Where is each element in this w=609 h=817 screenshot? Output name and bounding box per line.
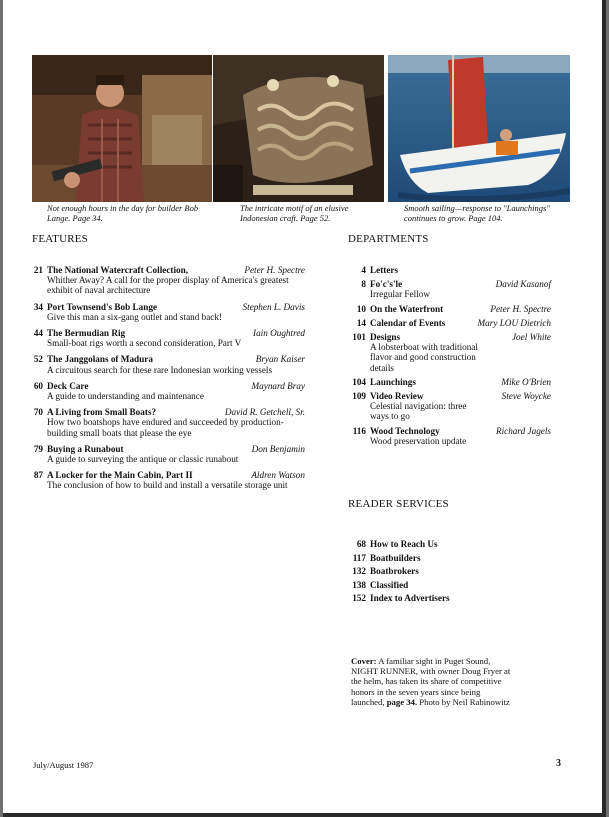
reader-service-entry[interactable] xyxy=(348,593,551,603)
feature-entry[interactable] xyxy=(32,444,305,464)
feature-entry[interactable] xyxy=(32,470,305,490)
photo-caption: Not enough hours in the day for builder Bob Lange. Page 34. xyxy=(47,203,199,223)
department-title: Wood Technology xyxy=(370,425,440,436)
page-number: 152 xyxy=(352,593,366,603)
article-description: Give this man a six-gang outlet and stand back! xyxy=(47,311,223,322)
article-description: Small-boat rigs worth a second consideration, Part V xyxy=(47,338,242,349)
page-number: 34 xyxy=(33,301,43,312)
page-number: 116 xyxy=(352,425,366,436)
article-description: Whither Away? A call for the proper display of America's greatest exhibit of naval architecture xyxy=(47,275,289,296)
author: Richard Jagels xyxy=(495,425,551,436)
author: Bryan Kaiser xyxy=(255,354,305,365)
article-title: Deck Care xyxy=(47,380,89,391)
service-title: Boatbuilders xyxy=(370,552,421,563)
photo-indonesian-carving xyxy=(213,55,384,202)
reader-service-entry[interactable] xyxy=(348,566,551,576)
page-number: 44 xyxy=(33,328,43,339)
author: Stephen L. Davis xyxy=(242,301,305,312)
page-number: 132 xyxy=(352,566,366,576)
author: Don Benjamin xyxy=(251,443,305,454)
page-number: 60 xyxy=(33,380,43,391)
author: Joel White xyxy=(511,332,551,343)
cover-page-ref: page 34. xyxy=(386,696,418,707)
photo-sailboat xyxy=(388,55,570,202)
photo-bob-lange xyxy=(32,55,212,202)
page-folio: 3 xyxy=(556,758,561,769)
page-number: 14 xyxy=(356,317,366,328)
article-description: A guide to surveying the antique or classic runabout xyxy=(47,454,239,465)
article-title: The Bermudian Rig xyxy=(47,328,126,339)
article-title: A Locker for the Main Cabin, Part II xyxy=(47,470,193,481)
article-description: The conclusion of how to build and install a versatile storage unit xyxy=(47,480,288,491)
feature-entry[interactable] xyxy=(32,407,305,438)
author: Mike O'Brien xyxy=(501,376,551,387)
department-entry[interactable] xyxy=(348,318,551,328)
feature-entry[interactable] xyxy=(32,381,305,401)
page-number: 10 xyxy=(356,303,366,314)
department-title: Launchings xyxy=(370,376,416,387)
author: David Kasanof xyxy=(495,279,551,290)
issue-date: July/August 1987 xyxy=(33,760,94,770)
author: Steve Woycke xyxy=(501,391,551,402)
department-description: Celestial navigation: three ways to go xyxy=(370,401,467,422)
page-number: 70 xyxy=(33,407,43,418)
article-title: The Janggolans of Madura xyxy=(47,354,153,365)
magazine-page xyxy=(3,0,606,817)
department-entry[interactable] xyxy=(348,265,551,275)
department-description: Wood preservation update xyxy=(370,435,467,446)
page-number: 68 xyxy=(356,539,366,549)
department-title: Letters xyxy=(370,265,399,275)
page-number: 4 xyxy=(361,265,366,275)
department-entry[interactable] xyxy=(348,391,551,422)
photo-caption: Smooth sailing—response to "Launchings" continues to grow. Page 104. xyxy=(404,203,550,223)
cover-label: Cover: xyxy=(351,656,377,666)
author: Peter H. Spectre xyxy=(244,265,305,275)
author: Aldren Watson xyxy=(251,470,305,481)
author: Peter H. Spectre xyxy=(490,303,551,314)
service-title: Boatbrokers xyxy=(370,566,419,576)
article-description: A guide to understanding and maintenance xyxy=(47,391,204,402)
departments-heading: DEPARTMENTS xyxy=(348,233,429,245)
reader-service-entry[interactable] xyxy=(348,580,551,590)
department-entry[interactable] xyxy=(348,332,551,373)
department-entry[interactable] xyxy=(348,426,551,446)
service-title: Classified xyxy=(370,579,409,590)
departments-list xyxy=(348,265,551,446)
photo-caption: The intricate motif of an elusive Indonesian craft. Page 52. xyxy=(240,203,349,223)
author: Mary LOU Dietrich xyxy=(477,317,551,328)
page-number: 79 xyxy=(33,443,43,454)
page-number: 87 xyxy=(33,470,43,481)
cover-credit: Photo by Neil Rabinowitz xyxy=(417,696,510,707)
service-title: Index to Advertisers xyxy=(370,593,450,603)
reader-services-heading: READER SERVICES xyxy=(348,498,449,510)
page-number: 104 xyxy=(352,376,366,387)
department-entry[interactable] xyxy=(348,279,551,299)
author: Iain Oughtred xyxy=(253,328,305,339)
feature-entry[interactable] xyxy=(32,328,305,348)
department-title: Fo'c's'le xyxy=(370,279,403,290)
page-number: 138 xyxy=(352,579,366,590)
article-title: The National Watercraft Collection, xyxy=(47,265,189,275)
page-number: 8 xyxy=(361,279,366,290)
article-title: Buying a Runabout xyxy=(47,443,124,454)
author: David R. Getchell, Sr. xyxy=(224,407,305,418)
features-heading: FEATURES xyxy=(32,233,88,245)
article-title: Port Townsend's Bob Lange xyxy=(47,301,158,312)
article-description: A circuitous search for these rare Indonesian working vessels xyxy=(47,364,273,375)
page-number: 21 xyxy=(33,265,43,275)
department-entry[interactable] xyxy=(348,377,551,387)
reader-services-list xyxy=(348,539,551,603)
page-number: 117 xyxy=(352,552,366,563)
features-list xyxy=(32,265,305,491)
feature-entry[interactable] xyxy=(32,265,305,296)
cover-note xyxy=(351,656,513,707)
service-title: How to Reach Us xyxy=(370,539,438,549)
page-number: 52 xyxy=(33,354,43,365)
article-title: A Living from Small Boats? xyxy=(47,407,157,418)
department-title: On the Waterfront xyxy=(370,303,444,314)
department-description: A lobsterboat with traditional flavor and good construction details xyxy=(370,342,478,373)
department-description: Irregular Fellow xyxy=(370,289,430,300)
department-title: Video Review xyxy=(370,391,424,402)
author: Maynard Bray xyxy=(251,380,305,391)
department-entry[interactable] xyxy=(348,304,551,314)
reader-service-entry[interactable] xyxy=(348,539,551,549)
department-title: Designs xyxy=(370,332,401,343)
page-number: 101 xyxy=(352,332,366,343)
feature-entry[interactable] xyxy=(32,302,305,322)
cover-text: A familiar sight in Puget Sound, NIGHT RUNNER, with owner Doug Fryer at the helm, has taken its share of competitive honors in the seven years since being launched, xyxy=(351,656,511,707)
department-title: Calendar of Events xyxy=(370,317,446,328)
feature-entry[interactable] xyxy=(32,354,305,374)
article-description: How two boatshops have endured and succeeded by production-building small boats that please the eye xyxy=(47,417,284,438)
page-number: 109 xyxy=(352,391,366,402)
reader-service-entry[interactable] xyxy=(348,553,551,563)
